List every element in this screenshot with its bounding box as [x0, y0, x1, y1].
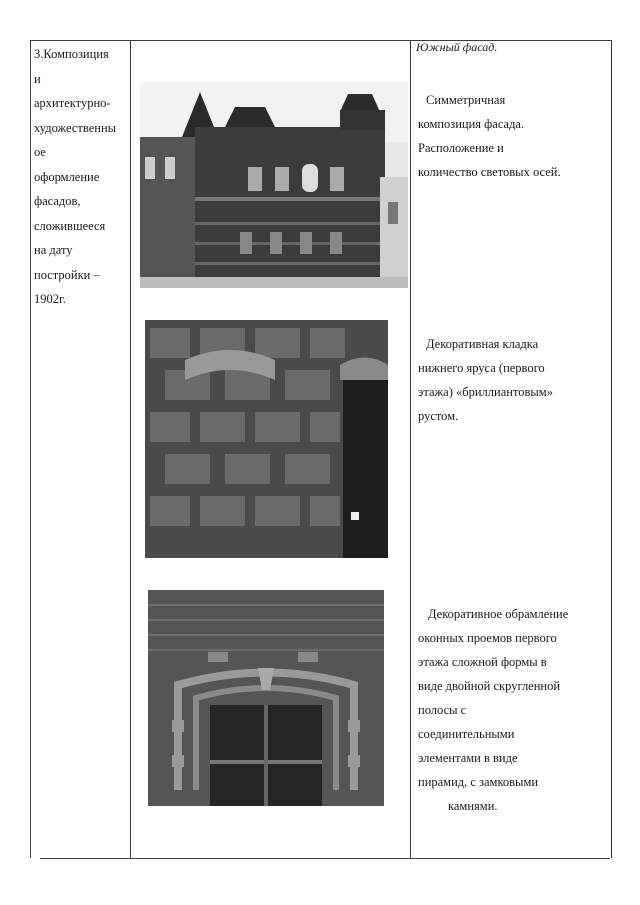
row-label-line: и: [34, 71, 41, 86]
description-line: Расположение и: [418, 141, 504, 155]
description-line: Декоративная кладка: [426, 337, 539, 351]
description-facade: [418, 88, 608, 184]
row-label-line: на дату: [34, 243, 73, 257]
row-label-line: 3.Композиция: [34, 47, 109, 61]
section-heading: Южный фасад.: [416, 40, 498, 54]
column-divider-2: [410, 40, 411, 858]
description-line: этажа) «бриллиантовым»: [418, 385, 553, 399]
description-line: Декоративное обрамление: [428, 607, 569, 621]
row-label-line: художественны: [34, 120, 117, 135]
row-label-line: сложившееся: [34, 218, 106, 233]
description-line: полосы с: [418, 703, 467, 717]
description-line: пирамид, с замковыми: [418, 775, 539, 789]
row-label-line: 1902г.: [34, 292, 66, 306]
table-bottom-border: [40, 858, 610, 859]
row-label-line: оформление: [34, 169, 100, 184]
description-line: элементами в виде: [418, 751, 518, 765]
window-frame-photo-image: [148, 590, 384, 806]
description-line: нижнего яруса (первого: [418, 361, 545, 375]
window-frame-photo: [148, 590, 384, 806]
column-divider-1: [130, 40, 131, 858]
description-line: оконных проемов первого: [418, 631, 557, 645]
description-line: камнями.: [448, 799, 498, 813]
facade-photo: [140, 82, 408, 288]
description-line: количество световых осей.: [418, 165, 561, 179]
row-label-line: постройки –: [34, 267, 100, 282]
facade-photo-image: [140, 82, 408, 288]
table-left-border: [30, 40, 31, 858]
rustication-photo-image: [145, 320, 388, 558]
table-right-border: [611, 40, 612, 858]
description-line: этажа сложной формы в: [418, 655, 547, 669]
description-line: виде двойной скругленной: [418, 679, 561, 693]
description-rustication: [418, 332, 608, 428]
table-top-border: [30, 40, 612, 41]
description-line: композиция фасада.: [418, 117, 525, 131]
description-window-frame: [418, 602, 608, 818]
description-line: рустом.: [418, 409, 459, 423]
description-line: соединительными: [418, 727, 515, 741]
row-label-line: ое: [34, 145, 46, 159]
row-label: [34, 42, 124, 312]
row-label-line: фасадов,: [34, 194, 81, 208]
rustication-photo: [145, 320, 388, 558]
description-line: Симметричная: [426, 93, 506, 107]
row-label-line: архитектурно-: [34, 96, 111, 110]
